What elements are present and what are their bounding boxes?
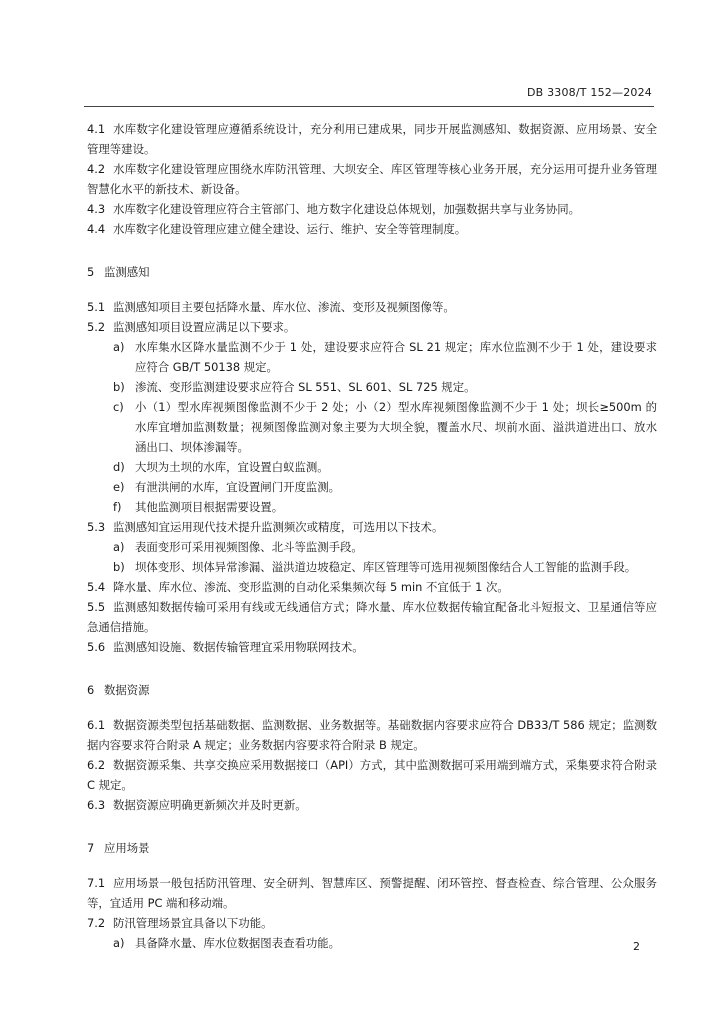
document-code: DB 3308/T 152—2024: [526, 86, 652, 99]
clause: [87, 297, 657, 317]
clause-text: 水库数字化建设管理应遵循系统设计，充分利用已建成果，同步开展监测感知、数据资源、应用场景、安全管理等建设。: [87, 122, 657, 156]
clause-number: 4.3: [87, 202, 106, 216]
section-heading: [87, 680, 657, 700]
clause: [87, 199, 657, 219]
list-item-label: b): [113, 380, 125, 394]
section-heading: [87, 838, 657, 858]
section-number: 7: [87, 841, 95, 855]
clause-text: 监测感知宜运用现代技术提升监测频次或精度，可选用以下技术。: [113, 520, 444, 534]
list-item-text: 水库集水区降水量监测不少于 1 处，建设要求应符合 SL 21 规定；库水位监测不少于 1 处，建设要求应符合 GB/T 50138 规定。: [135, 340, 657, 374]
list-item: [87, 933, 657, 953]
list-item-label: c): [113, 400, 124, 414]
clause-number: 5.3: [87, 520, 106, 534]
clause: [87, 637, 657, 657]
clause: [87, 159, 657, 199]
section-title: 监测感知: [104, 265, 150, 279]
clause-text: 数据资源应明确更新频次并及时更新。: [113, 798, 307, 812]
section-number: 5: [87, 265, 95, 279]
section-number: 6: [87, 683, 95, 697]
clause-number: 6.2: [87, 758, 106, 772]
list-item: [87, 377, 657, 397]
list-item-text: 其他监测项目根据需要设置。: [135, 500, 284, 514]
list-item-text: 渗流、变形监测建设要求应符合 SL 551、SL 601、SL 725 规定。: [135, 380, 476, 394]
list-item: [87, 397, 657, 457]
list-item-label: b): [113, 560, 125, 574]
clause: [87, 715, 657, 755]
list-item: [87, 497, 657, 517]
clause-text: 监测感知项目主要包括降水量、库水位、渗流、变形及视频图像等。: [113, 300, 455, 314]
list-item-label: a): [113, 936, 125, 950]
list-item-text: 大坝为土坝的水库，宜设置白蚁监测。: [135, 460, 329, 474]
list-item-text: 小（1）型水库视频图像监测不少于 2 处；小（2）型水库视频图像监测不少于 1 处；坝长≥500m 的水库宜增加监测数量；视频图像监测对象主要为大坝全貌，覆盖水尺、坝前水面、溢洪道进出口、放水涵出口、坝体渗漏等。: [135, 400, 657, 454]
clause-text: 水库数字化建设管理应符合主管部门、地方数字化建设总体规划，加强数据共享与业务协同。: [113, 202, 581, 216]
clause-number: 5.4: [87, 580, 106, 594]
clause-text: 监测感知设施、数据传输管理宜采用物联网技术。: [113, 640, 364, 654]
clause-number: 4.4: [87, 222, 106, 236]
clause-number: 6.1: [87, 718, 106, 732]
clause: [87, 577, 657, 597]
clause: [87, 317, 657, 337]
clause-text: 监测感知项目设置应满足以下要求。: [113, 320, 296, 334]
clause-text: 降水量、库水位、渗流、变形监测的自动化采集频次每 5 min 不宜低于 1 次。: [113, 580, 509, 594]
section-spacer: [87, 815, 657, 831]
clause-number: 5.6: [87, 640, 106, 654]
list-item-label: d): [113, 460, 125, 474]
list-item: [87, 457, 657, 477]
clause-text: 数据资源类型包括基础数据、监测数据、业务数据等。基础数据内容要求应符合 DB33/T 586 规定；监测数据内容要求符合附录 A 规定；业务数据内容要求符合附录 B 规定。: [87, 718, 657, 752]
clause: [87, 119, 657, 159]
clause-number: 5.5: [87, 600, 106, 614]
clause: [87, 873, 657, 913]
clause: [87, 219, 657, 239]
list-item: [87, 557, 657, 577]
clause-text: 水库数字化建设管理应围绕水库防汛管理、大坝安全、库区管理等核心业务开展，充分运用可提升业务管理智慧化水平的新技术、新设备。: [87, 162, 657, 196]
clause: [87, 755, 657, 795]
clause-number: 4.1: [87, 122, 106, 136]
clause-number: 5.2: [87, 320, 106, 334]
clause-number: 4.2: [87, 162, 106, 176]
clause: [87, 913, 657, 933]
clause-number: 7.2: [87, 916, 106, 930]
list-item-text: 有泄洪闸的水库，宜设置闸门开度监测。: [135, 480, 341, 494]
section-title: 应用场景: [104, 841, 150, 855]
clause-text: 数据资源采集、共享交换应采用数据接口（API）方式，其中监测数据可采用端到端方式，采集要求符合附录 C 规定。: [87, 758, 657, 792]
section-spacer: [87, 657, 657, 673]
section-spacer: [87, 239, 657, 255]
clause-number: 7.1: [87, 876, 106, 890]
document-body: [87, 119, 657, 953]
list-item-text: 坝体变形、坝体异常渗漏、溢洪道边坡稳定、库区管理等可选用视频图像结合人工智能的监测手段。: [135, 560, 637, 574]
clause-number: 5.1: [87, 300, 106, 314]
page-number: 2: [633, 940, 640, 953]
clause-text: 防汛管理场景宜具备以下功能。: [113, 916, 273, 930]
list-item: [87, 537, 657, 557]
clause: [87, 597, 657, 637]
list-item-text: 表面变形可采用视频图像、北斗等监测手段。: [135, 540, 363, 554]
list-item-label: e): [113, 480, 125, 494]
header-rule: [84, 106, 654, 107]
section-heading: [87, 262, 657, 282]
clause: [87, 517, 657, 537]
section-title: 数据资源: [104, 683, 150, 697]
clause-number: 6.3: [87, 798, 106, 812]
list-item-text: 具备降水量、库水位数据图表查看功能。: [135, 936, 341, 950]
list-item: [87, 477, 657, 497]
clause-text: 水库数字化建设管理应建立健全建设、运行、维护、安全等管理制度。: [113, 222, 467, 236]
list-item: [87, 337, 657, 377]
list-item-label: a): [113, 540, 125, 554]
list-item-label: a): [113, 340, 125, 354]
clause-text: 监测感知数据传输可采用有线或无线通信方式；降水量、库水位数据传输宜配备北斗短报文、卫星通信等应急通信措施。: [87, 600, 657, 634]
list-item-label: f): [113, 500, 122, 514]
clause: [87, 795, 657, 815]
clause-text: 应用场景一般包括防汛管理、安全研判、智慧库区、预警提醒、闭环管控、督查检查、综合管理、公众服务等，宜适用 PC 端和移动端。: [87, 876, 657, 910]
